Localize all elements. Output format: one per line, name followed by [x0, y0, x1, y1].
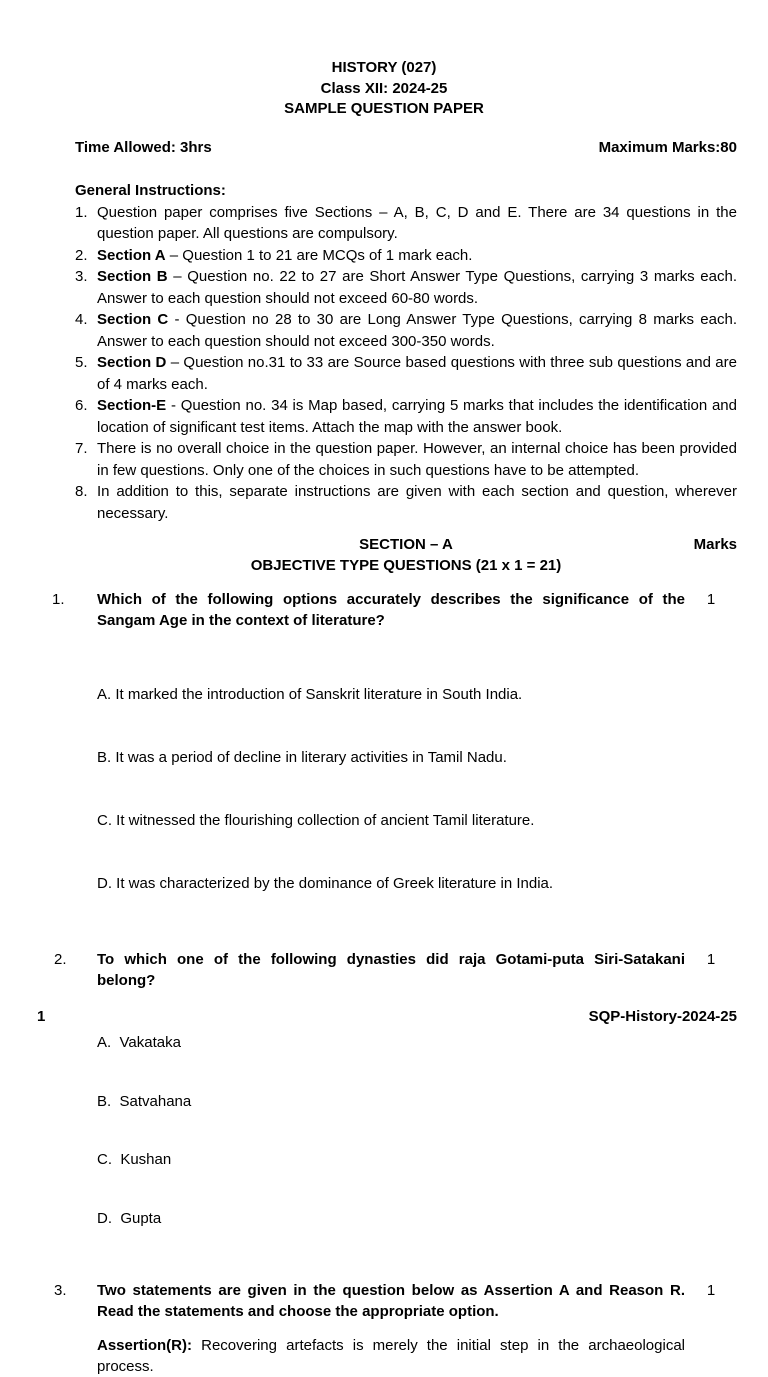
option-d: D. Gupta [97, 1209, 162, 1227]
option-d: D. It was characterized by the dominance of Greek literature in India. [97, 875, 554, 892]
instruction-item-2 [75, 245, 737, 267]
option-c: C. Kushan [97, 1151, 172, 1168]
question-1-text: Which of the following options accurately describes the significance of the Sangam Age in the context of literature? [97, 591, 685, 629]
document-reference: SQP-History-2024-25 [588, 1008, 737, 1025]
question-2-marks: 1 [706, 951, 716, 968]
question-1-options [97, 642, 685, 936]
question-2-body [97, 949, 685, 1267]
instruction-text: Section C - Question no 28 to 30 are Long Answer Type Questions, carrying 8 marks each. Answer to each question should not exceed 300-350 words. [97, 311, 737, 350]
instruction-text: There is no overall choice in the question paper. However, an internal choice has been provided in few questions. Only one of the choices in such questions have to be attempted. [97, 440, 737, 479]
instruction-item-4 [75, 309, 737, 352]
maximum-marks-label: Maximum Marks:80 [598, 138, 737, 156]
question-3-body [97, 1280, 685, 1377]
instruction-text: Section-E - Question no. 34 is Map based, carrying 5 marks that includes the identification and location of significant test items. Attach the map with the answer book. [97, 397, 737, 436]
option-a: A. Vakataka [97, 1034, 181, 1051]
general-instructions-title: General Instructions: [75, 181, 226, 199]
paper-type: SAMPLE QUESTION PAPER [284, 100, 484, 117]
question-2-options [97, 994, 685, 1267]
paper-header [0, 0, 768, 120]
question-2-number: 2. [54, 951, 67, 968]
general-instructions-list [75, 202, 737, 525]
instruction-item-5 [75, 352, 737, 395]
option-a: A. It marked the introduction of Sanskrit literature in South India. [97, 686, 523, 703]
section-a-subtitle: OBJECTIVE TYPE QUESTIONS (21 x 1 = 21) [250, 557, 562, 574]
question-3-number: 3. [54, 1282, 67, 1299]
instruction-text: Question paper comprises five Sections – A, B, C, D and E. There are 34 questions in the question paper. All questions are compulsory. [97, 203, 737, 242]
instruction-number: 1. [75, 203, 88, 221]
instruction-item-3 [75, 266, 737, 309]
instruction-item-6 [75, 395, 737, 438]
instruction-bold-lead: Section B [97, 268, 168, 285]
paper-class-year: Class XII: 2024-25 [320, 79, 448, 97]
question-2-text: To which one of the following dynasties did raja Gotami-puta Siri-Satakani belong? [97, 951, 685, 989]
instruction-text: Section A – Question 1 to 21 are MCQs of 1 mark each. [97, 246, 473, 264]
instruction-number: 7. [75, 440, 88, 457]
instruction-number: 5. [75, 354, 88, 371]
instruction-bold-lead: Section C [97, 311, 169, 328]
page-number: 1 [37, 1008, 46, 1025]
meta-row [75, 137, 737, 158]
option-c: C. It witnessed the flourishing collection of ancient Tamil literature. [97, 812, 535, 829]
time-allowed-label: Time Allowed: 3hrs [75, 138, 212, 156]
instruction-bold-lead: Section-E [97, 397, 167, 414]
question-1 [52, 589, 737, 936]
marks-column-header: Marks [693, 536, 737, 553]
assertion-label: Assertion(R): [97, 1337, 193, 1354]
question-1-marks: 1 [706, 591, 716, 608]
instruction-item-7 [75, 438, 737, 481]
instruction-text: Section D – Question no.31 to 33 are Source based questions with three sub questions and are of 4 marks each. [97, 354, 737, 393]
assertion-text: Recovering artefacts is merely the initial step in the archaeological process. [97, 1337, 685, 1375]
instruction-text: In addition to this, separate instructions are given with each section and question, wherever necessary. [97, 483, 737, 522]
instruction-number: 4. [75, 311, 88, 328]
paper-title: HISTORY (027) [331, 59, 437, 76]
section-a-heading [75, 534, 737, 576]
section-a-title: SECTION – A [359, 536, 453, 553]
instruction-number: 8. [75, 483, 88, 500]
option-b: B. Satvahana [97, 1092, 192, 1110]
question-2 [52, 949, 737, 1267]
section-a-title-row [75, 534, 737, 555]
instruction-number: 6. [75, 397, 88, 414]
question-1-number: 1. [52, 591, 65, 608]
question-3 [52, 1280, 737, 1377]
question-3-text: Two statements are given in the question below as Assertion A and Reason R. Read the statements and choose the appropriate option. [97, 1282, 685, 1320]
option-b: B. It was a period of decline in literary activities in Tamil Nadu. [97, 749, 507, 766]
instruction-number: 2. [75, 246, 88, 264]
question-3-marks: 1 [706, 1282, 716, 1299]
instruction-number: 3. [75, 268, 88, 285]
instruction-bold-lead: Section D [97, 354, 167, 371]
instruction-bold-lead: Section A [97, 246, 166, 264]
question-3-assertion [97, 1335, 685, 1377]
instruction-text: Section B – Question no. 22 to 27 are Short Answer Type Questions, carrying 3 marks each. Answer to each question should not exceed 60-80 words. [97, 268, 737, 307]
instruction-item-1 [75, 202, 737, 245]
instruction-item-8 [75, 481, 737, 524]
page-footer [37, 1006, 737, 1027]
question-1-body [97, 589, 685, 936]
